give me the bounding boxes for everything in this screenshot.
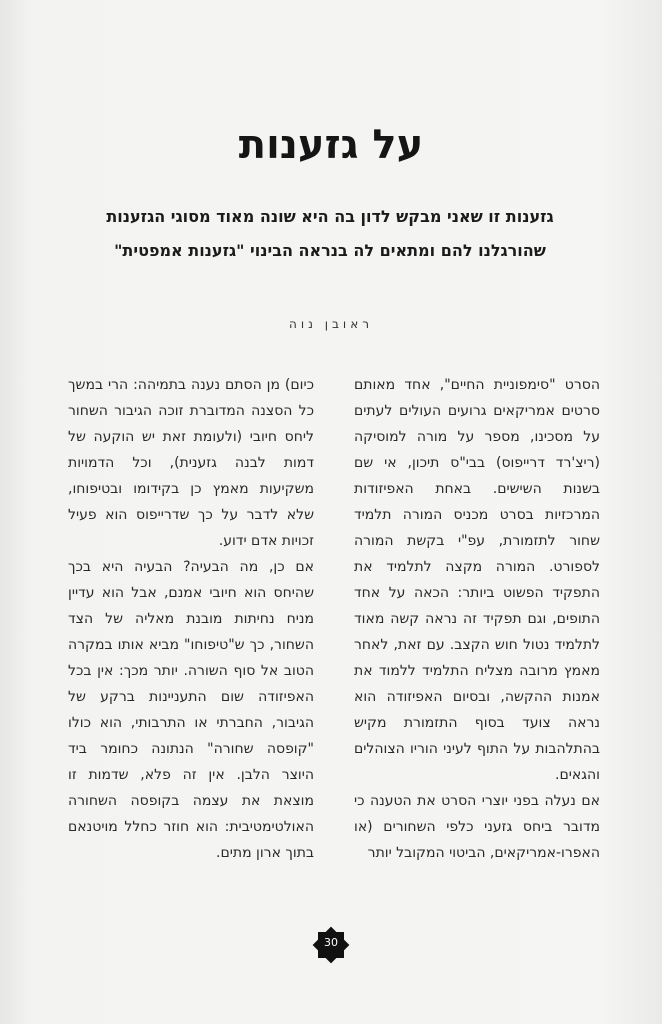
paragraph: אם נעלה בפני יוצרי הסרט את הטענה כי מדובר ביחס גזעני כלפי השחורים (או האפרו-אמריקאים, הביטוי המקובל יותר xyxy=(354,793,600,861)
paragraph: אם כן, מה הבעיה? הבעיה היא בכך שהיחס הוא חיובי אמנם, אבל הוא עדיין מניח נחיתות מובנת מאליה של הצד השחור, כך ש"טיפוחו" מביא אותו במקרה הטוב אל סוף השורה. יותר מכך: אין בכל האפיזודה שום התעניינות ברקע של הגיבור, החברתי או התרבותי, הוא כולו "קופסה שחורה" הנתונה כחומר ביד היוצר הלבן. אין זה פלא, שדמות זו מוצאת את עצמה בקופסה השחורה האולטימטיבית: הוא חוזר כחלל מויטנאם בתוך ארון מתים. xyxy=(68,559,314,861)
article-subtitle: גזענות זו שאני מבקש לדון בה היא שונה מאוד מסוגי הגזענות שהורגלנו להם ומתאים לה בנראה הבינוי "גזענות אמפטית" xyxy=(106,207,554,260)
page-number-badge xyxy=(311,925,351,965)
article-title: על גזענות xyxy=(238,122,424,168)
text-column-left xyxy=(68,372,314,866)
page-number: 30 xyxy=(324,936,338,949)
text-column-right xyxy=(354,372,600,866)
paragraph: הסרט "סימפוניית החיים", אחד מאותם סרטים אמריקאים גרועים העולים לעתים על מסכינו, מספר על מורה למוסיקה (ריצ'רד דרייפוס) בבי"ס תיכון, אי שם בשנות השישים. באחת האפיזודות המרכזיות בסרט מכניס המורה תלמיד שחור לתזמורת, עפ"י בקשת המורה לספורט. המורה מקצה לתלמיד את התפקיד הפשוט ביותר: הכאה על אחד התופים, וגם תפקיד זה נראה קשה מאוד לתלמיד נטול חוש הקצב. עם זאת, לאחר מאמץ מרובה מצליח התלמיד ללמוד את אמנות ההקשה, ובסיום האפיזודה הוא נראה צועד בסוף התזמורת מקיש בהתלהבות על התוף לעיני הוריו הצוהלים והגאים. xyxy=(354,377,600,783)
article-author: ראובן נוה xyxy=(289,317,373,331)
paragraph: כיום) מן הסתם נענה בתמיהה: הרי במשך כל הסצנה המדוברת זוכה הגיבור השחור ליחס חיובי (ולעומת זאת יש הוקעה של דמות לבנה גזענית), וכל הדמויות משקיעות מאמץ כן בקידומו ובטיפוחו, שלא לדבר על כך שדרייפוס הוא פעיל זכויות אדם ידוע. xyxy=(68,377,314,549)
